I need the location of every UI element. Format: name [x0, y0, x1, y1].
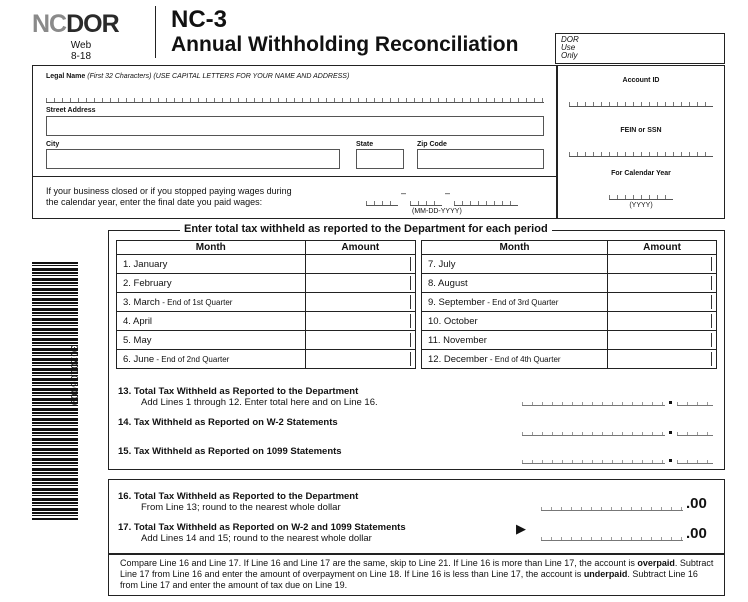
april-amount[interactable] — [305, 312, 415, 331]
web-version: Web 8-18 — [70, 40, 92, 62]
zip-code-label: Zip Code — [417, 141, 447, 148]
date-dash: – — [445, 188, 451, 198]
line-14-cents[interactable] — [677, 428, 713, 436]
barcode-number: 3020106009 — [68, 345, 79, 406]
section-title: Enter total tax withheld as reported to the Department for each period — [180, 223, 552, 235]
line-16-cents: .00 — [686, 495, 707, 512]
final-date-month[interactable] — [366, 200, 398, 206]
table-row: 8. August — [422, 274, 717, 293]
may-amount[interactable] — [305, 331, 415, 350]
months-table-right — [421, 240, 717, 369]
november-amount[interactable] — [608, 331, 717, 350]
state-input[interactable] — [356, 149, 404, 169]
table-row: 2. February — [117, 274, 416, 293]
line-13-label: 13. Total Tax Withheld as Reported to the Department Add Lines 1 through 12. Enter total here and on Line 16. — [118, 386, 378, 408]
february-amount[interactable] — [305, 274, 415, 293]
account-id-label: Account ID — [622, 77, 660, 84]
line-15-label: 15. Tax Withheld as Reported on 1099 Statements — [118, 446, 342, 457]
line-16-label: 16. Total Tax Withheld as Reported to the Department From Line 13; round to the nearest whole dollar — [118, 491, 359, 513]
divider — [32, 176, 557, 177]
fein-ssn-input[interactable] — [569, 151, 713, 157]
september-amount[interactable] — [608, 293, 717, 312]
form-title: Annual Withholding Reconciliation — [171, 33, 519, 56]
calendar-year-input[interactable] — [609, 194, 673, 200]
legal-name-label: Legal Name (First 32 Characters) (USE CAPITAL LETTERS FOR YOUR NAME AND ADDRESS) — [46, 73, 350, 80]
table-row: 9. September - End of 3rd Quarter — [422, 293, 717, 312]
months-table-left — [116, 240, 416, 369]
final-date-year[interactable] — [454, 200, 518, 206]
august-amount[interactable] — [608, 274, 717, 293]
city-input[interactable] — [46, 149, 340, 169]
line-13-cents[interactable] — [677, 398, 713, 406]
decimal-point — [669, 459, 672, 462]
table-row: 4. April — [117, 312, 416, 331]
city-label: City — [46, 141, 60, 148]
instructions-text: Compare Line 16 and Line 17. If Line 16 and Line 17 are the same, skip to Line 21. If Line 16 is more than Line 17, the account is overpaid. Subtract Line 17 from Line 16 and enter the amount of overpayment on Line 18. If Line 16 is less than Line 17, the account is underpaid. Subtract Line 16 from Line 17 and enter the amount of tax due on Line 19. — [120, 558, 714, 590]
year-format-hint: (YYYY) — [629, 202, 653, 209]
final-date-day[interactable] — [410, 200, 442, 206]
table-row: 10. October — [422, 312, 717, 331]
header-divider — [155, 6, 156, 58]
form-number: NC-3 — [171, 6, 228, 33]
arrow-icon: ▶ — [516, 521, 526, 536]
amount-header: Amount — [608, 241, 717, 255]
table-row: 1. January — [117, 255, 416, 274]
line-17-cents: .00 — [686, 525, 707, 542]
date-dash: – — [401, 188, 407, 198]
decimal-point — [669, 431, 672, 434]
line-16-amount[interactable] — [541, 503, 683, 511]
zip-code-input[interactable] — [417, 149, 544, 169]
ncdor-logo: NCDOR — [32, 10, 119, 38]
calendar-year-label: For Calendar Year — [611, 170, 671, 177]
line-17-amount[interactable] — [541, 533, 683, 541]
state-label: State — [356, 141, 374, 148]
march-amount[interactable] — [305, 293, 415, 312]
line-15-cents[interactable] — [677, 456, 713, 464]
street-address-label: Street Address — [46, 107, 96, 114]
table-row: 5. May — [117, 331, 416, 350]
decimal-point — [669, 401, 672, 404]
business-closed-text: If your business closed or if you stopped paying wages during the calendar year, enter the final date you paid wages: — [46, 186, 292, 207]
july-amount[interactable] — [608, 255, 717, 274]
street-address-input[interactable] — [46, 116, 544, 136]
january-amount[interactable] — [305, 255, 415, 274]
line-17-label: 17. Total Tax Withheld as Reported on W-2 and 1099 Statements Add Lines 14 and 15; round to the nearest whole dollar — [118, 522, 406, 544]
date-format-hint: (MM-DD-YYYY) — [412, 208, 462, 215]
line-14-dollars[interactable] — [522, 428, 665, 436]
account-id-input[interactable] — [569, 101, 713, 107]
line-14-label: 14. Tax Withheld as Reported on W-2 Statements — [118, 417, 338, 428]
october-amount[interactable] — [608, 312, 717, 331]
december-amount[interactable] — [608, 350, 717, 369]
dor-use-only-box: DOR Use Only — [555, 33, 725, 64]
line-13-dollars[interactable] — [522, 398, 665, 406]
month-header: Month — [422, 241, 608, 255]
table-row: 12. December - End of 4th Quarter — [422, 350, 717, 369]
amount-header: Amount — [305, 241, 415, 255]
line-15-dollars[interactable] — [522, 456, 665, 464]
table-row: 7. July — [422, 255, 717, 274]
legal-name-input[interactable] — [46, 97, 544, 103]
table-row: 11. November — [422, 331, 717, 350]
june-amount[interactable] — [305, 350, 415, 369]
fein-ssn-label: FEIN or SSN — [620, 127, 662, 134]
table-row: 6. June - End of 2nd Quarter — [117, 350, 416, 369]
table-row: 3. March - End of 1st Quarter — [117, 293, 416, 312]
month-header: Month — [117, 241, 306, 255]
